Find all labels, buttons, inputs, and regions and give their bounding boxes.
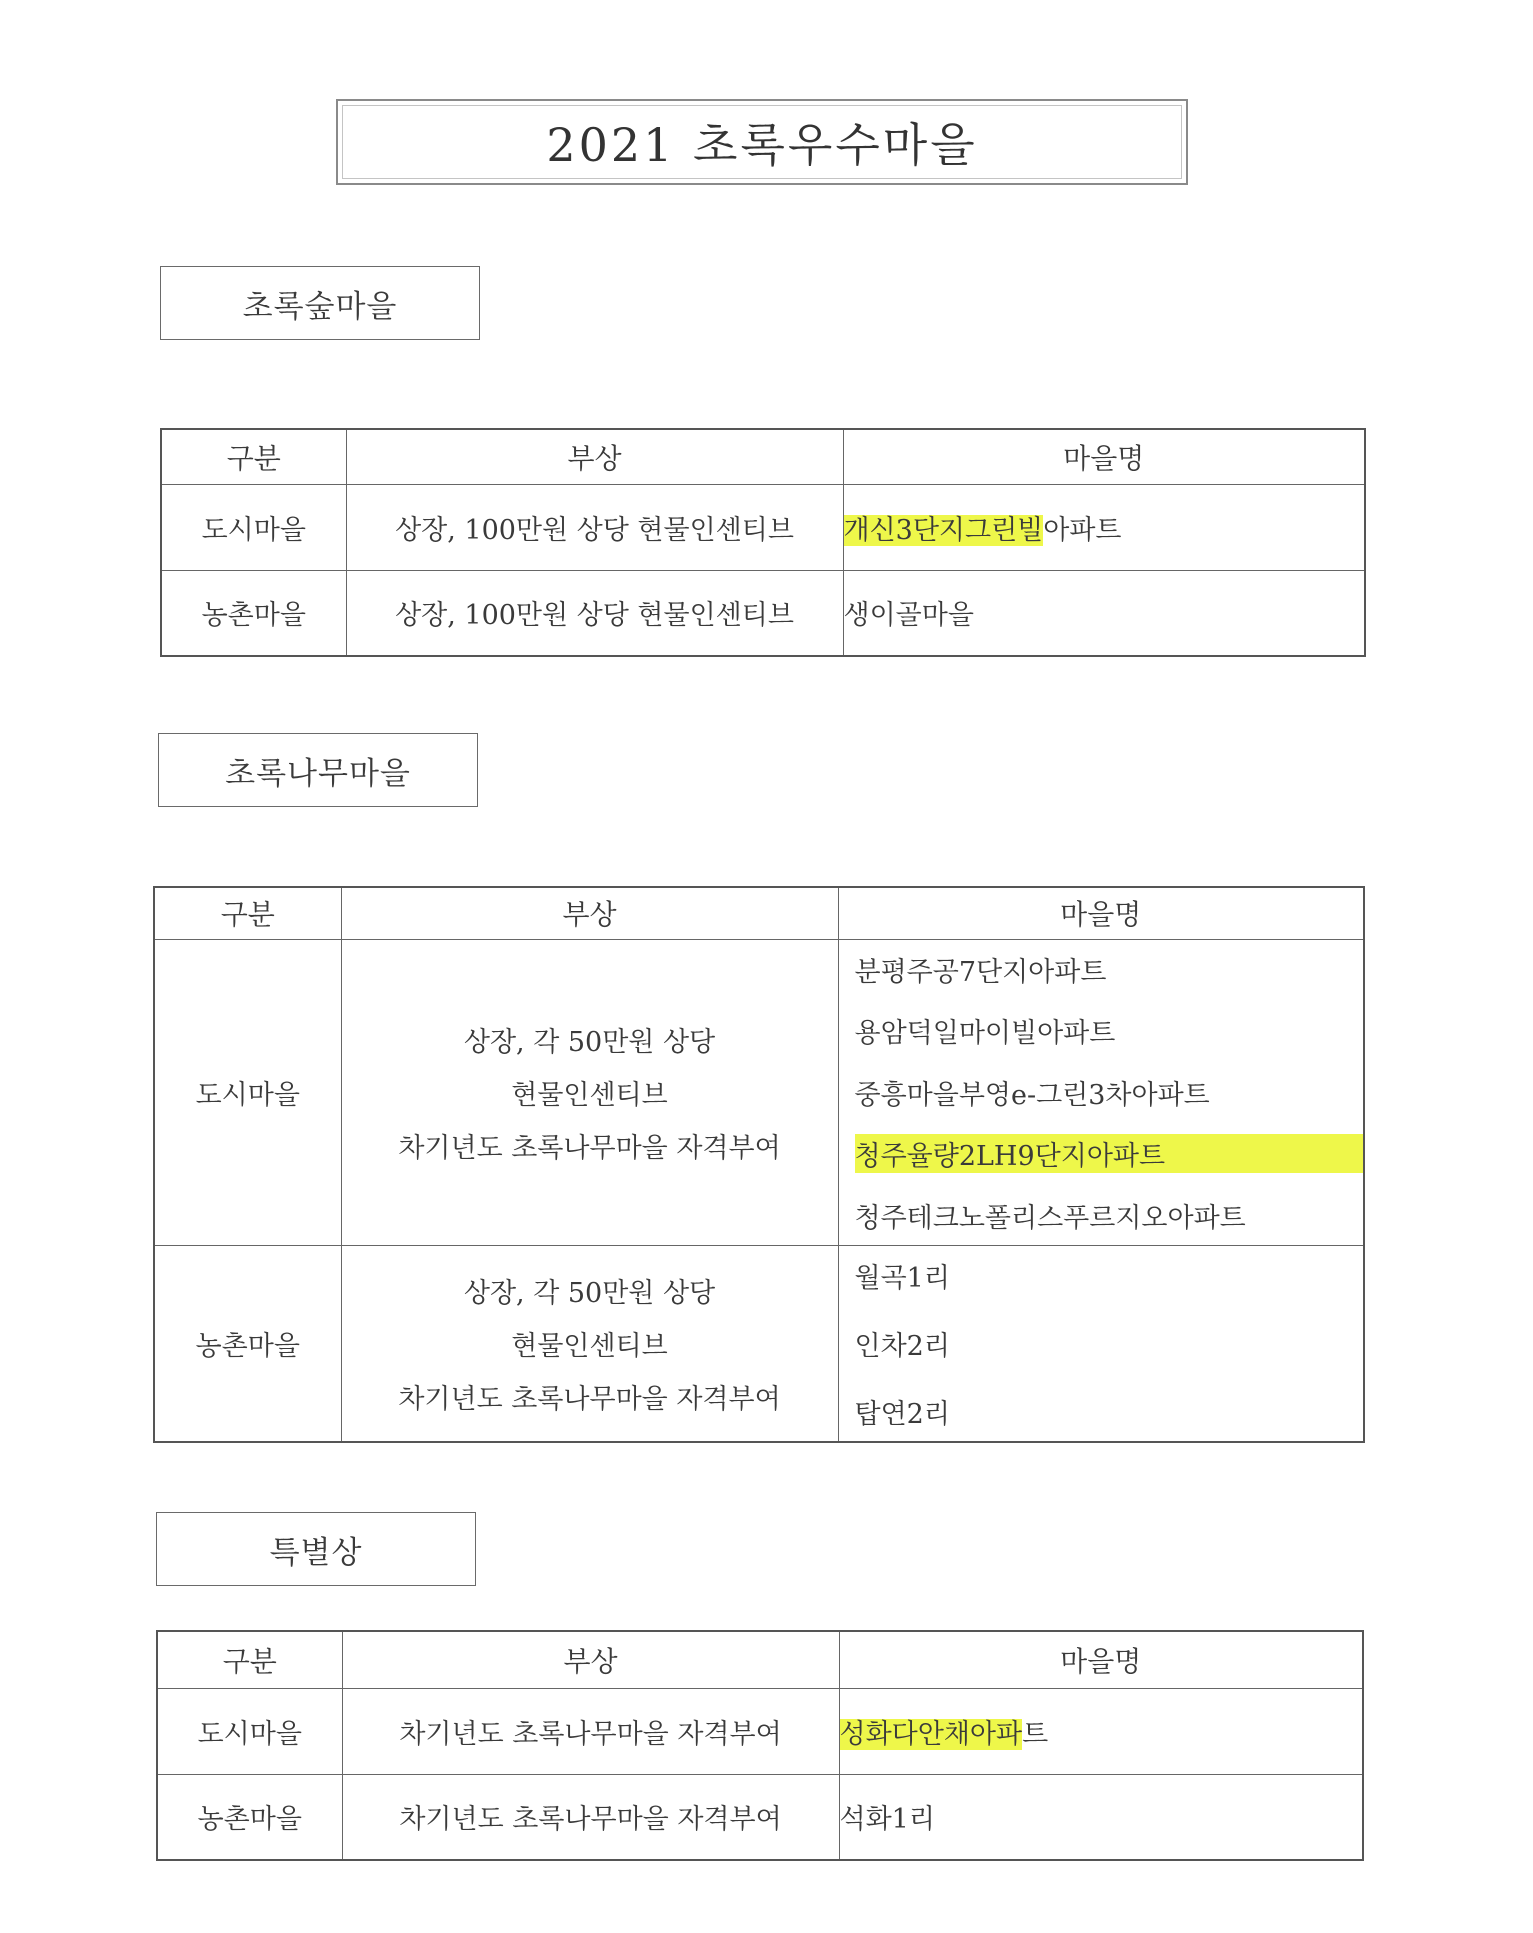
award-line: 차기년도 초록나무마을 자격부여: [398, 1383, 781, 1415]
village-name: 용암덕일마이빌아파트: [854, 1018, 1116, 1049]
village-cell: [838, 939, 1364, 1245]
award-line: 상장, 각 50만원 상당: [463, 1277, 716, 1309]
village-name: 생이골마을: [843, 600, 974, 632]
village-name: 청주테크노폴리스푸르지오아파트: [854, 1202, 1246, 1234]
section-label-green-forest: 초록숲마을: [160, 266, 480, 340]
column-header-village: 마을명: [838, 887, 1364, 939]
section-label-green-tree: 초록나무마을: [158, 733, 478, 807]
column-header-village: 마을명: [843, 429, 1365, 484]
special-award-table: [156, 1630, 1364, 1861]
category-cell: 농촌마을: [157, 1774, 342, 1860]
award-cell: 상장, 100만원 상당 현물인센티브: [346, 484, 843, 570]
green-tree-table: [153, 886, 1365, 1443]
village-name: 분평주공7단지아파트: [854, 956, 1107, 988]
village-name-highlight: 성화다안채아파: [839, 1718, 1023, 1750]
column-header-award: 부상: [346, 429, 843, 484]
column-header-award: 부상: [342, 1631, 839, 1688]
village-name: 아파트: [1043, 514, 1122, 546]
column-header-village: 마을명: [839, 1631, 1363, 1688]
village-cell: [839, 1774, 1363, 1860]
award-cell: 차기년도 초록나무마을 자격부여: [342, 1774, 839, 1860]
village-name: 인차2리: [854, 1330, 950, 1362]
table-header-row: [161, 429, 1365, 484]
award-line: 상장, 각 50만원 상당: [463, 1026, 716, 1058]
village-name-highlight: 청주율량2LH9단지아파트: [855, 1134, 1364, 1173]
category-cell: 농촌마을: [154, 1245, 341, 1442]
village-name: 트: [1022, 1718, 1049, 1750]
award-cell: 상장, 100만원 상당 현물인센티브: [346, 570, 843, 656]
award-cell: 차기년도 초록나무마을 자격부여: [342, 1688, 839, 1774]
village-cell: [843, 570, 1365, 656]
award-cell: [341, 939, 838, 1245]
village-name-highlight: 개신3단지그린빌: [843, 514, 1044, 546]
village-cell: [838, 1245, 1364, 1442]
table-row: [154, 1245, 1364, 1442]
table-row: [157, 1688, 1363, 1774]
category-cell: 도시마을: [161, 484, 346, 570]
column-header-category: 구분: [161, 429, 346, 484]
award-line: 현물인센티브: [511, 1079, 668, 1111]
column-header-category: 구분: [157, 1631, 342, 1688]
category-cell: 도시마을: [154, 939, 341, 1245]
table-row: [157, 1774, 1363, 1860]
award-line: 현물인센티브: [511, 1330, 668, 1362]
category-cell: 도시마을: [157, 1688, 342, 1774]
category-cell: 농촌마을: [161, 570, 346, 656]
award-line: 차기년도 초록나무마을 자격부여: [398, 1132, 781, 1164]
table-row: [161, 570, 1365, 656]
village-name: 탑연2리: [854, 1398, 950, 1430]
page-title: 2021 초록우수마을: [336, 99, 1188, 185]
village-cell: [839, 1688, 1363, 1774]
table-row: [161, 484, 1365, 570]
village-name: 중흥마을부영e-그린3차아파트: [854, 1079, 1210, 1111]
green-forest-table: [160, 428, 1366, 657]
award-cell: [341, 1245, 838, 1442]
table-header-row: [154, 887, 1364, 939]
village-name: 월곡1리: [854, 1262, 950, 1294]
section-label-special-award: 특별상: [156, 1512, 476, 1586]
table-row: [154, 939, 1364, 1245]
village-name: 석화1리: [839, 1804, 935, 1836]
column-header-category: 구분: [154, 887, 341, 939]
column-header-award: 부상: [341, 887, 838, 939]
table-header-row: [157, 1631, 1363, 1688]
village-cell: [843, 484, 1365, 570]
